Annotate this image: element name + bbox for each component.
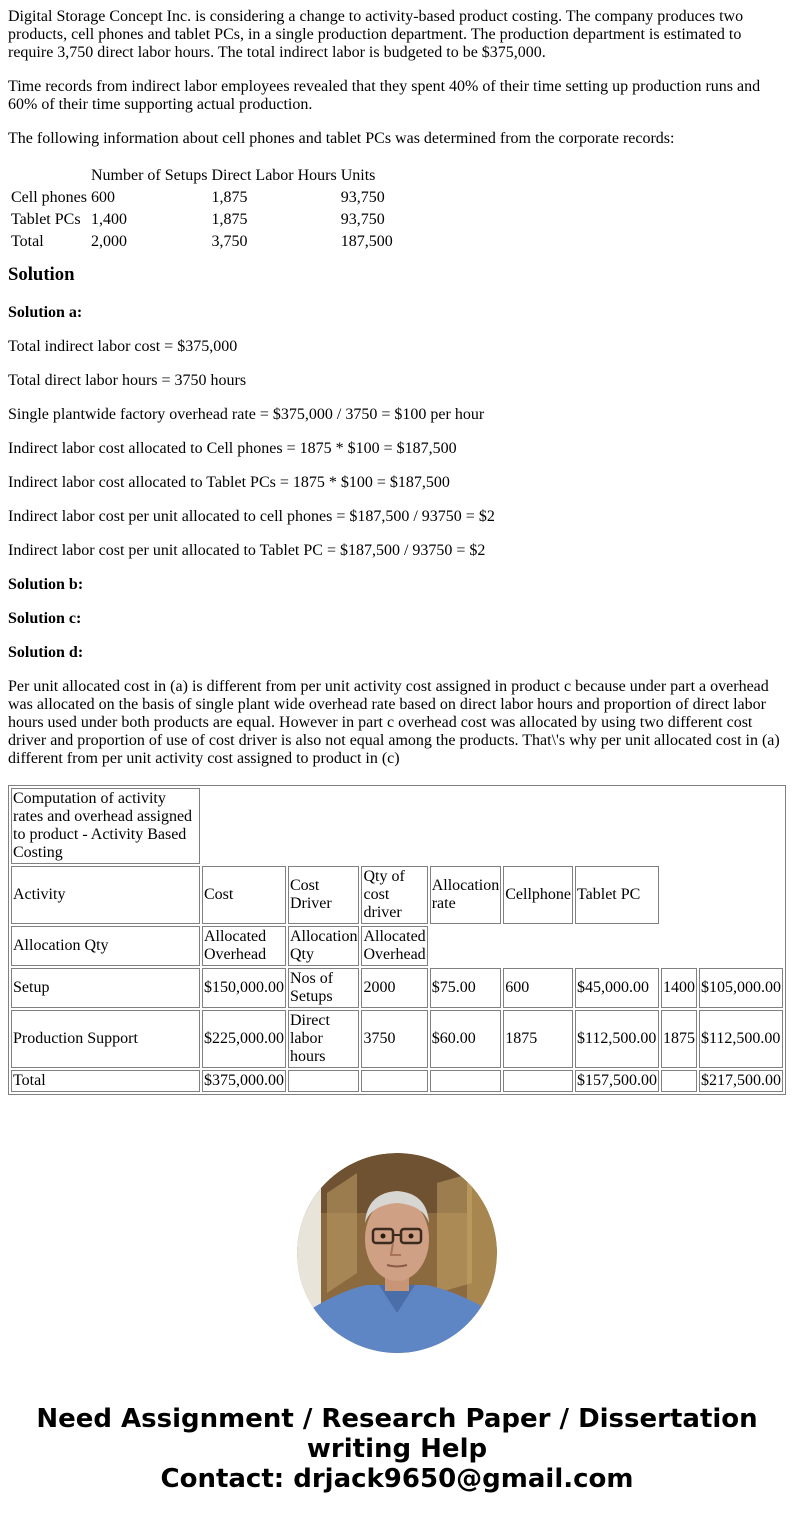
records-intro-paragraph: The following information about cell phones and tablet PCs was determined from the corporate records: — [8, 130, 675, 147]
table-cell: Allocation rate — [430, 866, 502, 924]
portrait-image — [297, 1153, 497, 1353]
table-cell — [202, 788, 783, 864]
table-cell: Activity — [11, 866, 200, 924]
table-cell: $225,000.00 — [202, 1010, 286, 1068]
table-cell — [430, 926, 783, 966]
table-cell — [503, 1070, 573, 1092]
table-header-row — [11, 926, 783, 966]
table-row — [10, 210, 394, 230]
table-cell: $60.00 — [430, 1010, 502, 1068]
table-total-row — [11, 1070, 783, 1092]
table-cell: 600 — [91, 189, 115, 206]
table-cell: Cell phones — [11, 189, 87, 206]
table-cell: 1,875 — [211, 211, 248, 228]
table-cell: $150,000.00 — [202, 968, 286, 1008]
table-cell: 3750 — [361, 1010, 427, 1068]
solution-a-line: Indirect labor cost allocated to Cell phones = 1875 * $100 = $187,500 — [8, 440, 457, 457]
footer-banner — [0, 1404, 794, 1494]
table-cell: 2,000 — [91, 233, 127, 250]
table-cell: 1,875 — [211, 189, 248, 206]
solution-a-label: Solution a: — [8, 304, 83, 321]
table-cell: 600 — [503, 968, 573, 1008]
table-cell: Allocated Overhead — [202, 926, 286, 966]
table-cell — [361, 1070, 427, 1092]
table-cell: Number of Setups — [91, 167, 208, 184]
table-cell: 1400 — [661, 968, 697, 1008]
intro-paragraph: Digital Storage Concept Inc. is considering a change to activity-based product costing. The company produces two products, cell phones and tablet PCs, in a single production department. The production department is estimated to require 3,750 direct labor hours. The total indirect labor is budgeted to be $375,000. — [8, 8, 744, 61]
solution-a-line: Indirect labor cost allocated to Tablet PCs = 1875 * $100 = $187,500 — [8, 474, 450, 491]
table-cell: Direct labor hours — [288, 1010, 360, 1068]
table-cell — [661, 866, 783, 924]
table-row — [10, 188, 394, 208]
solution-d-paragraph: Per unit allocated cost in (a) is different from per unit activity cost assigned in product c because under part a overhead was allocated on the basis of single plant wide overhead rate based on direct labor hours and proportion of direct labor hours used under both products are equal. However in part c overhead cost was allocated by using two different cost driver and proportion of use of cost driver is also not equal among the products. That\'s why per unit allocated cost in (a) different from per unit activity cost assigned to product in (c) — [8, 678, 780, 767]
table-title-row — [11, 788, 783, 864]
solution-a-line: Single plantwide factory overhead rate = $375,000 / 3750 = $100 per hour — [8, 406, 485, 423]
table-cell: $375,000.00 — [202, 1070, 286, 1092]
table-cell: Cost — [202, 866, 286, 924]
table-cell: $217,500.00 — [699, 1070, 783, 1092]
time-records-paragraph: Time records from indirect labor employees revealed that they spent 40% of their time setting up production runs and 60% of their time supporting actual production. — [8, 78, 761, 113]
table-cell — [10, 166, 88, 186]
table-row — [10, 232, 394, 252]
table-cell: Direct Labor Hours — [211, 167, 337, 184]
table-cell: Total — [11, 233, 44, 250]
solution-b-label: Solution b: — [8, 576, 84, 593]
table-cell: 1875 — [661, 1010, 697, 1068]
table-cell: Tablet PC — [575, 866, 659, 924]
table-cell: Setup — [11, 968, 200, 1008]
table-cell — [288, 1070, 360, 1092]
table-cell: $112,500.00 — [699, 1010, 783, 1068]
solution-d-label: Solution d: — [8, 644, 84, 661]
solution-heading: Solution — [8, 264, 75, 285]
table-cell: Cellphone — [503, 866, 573, 924]
table-cell: 93,750 — [340, 211, 385, 228]
solution-c-label: Solution c: — [8, 610, 82, 627]
table-cell: Cost Driver — [288, 866, 360, 924]
table-cell: Nos of Setups — [288, 968, 360, 1008]
footer-line: Need Assignment / Research Paper / Dissertation — [36, 1404, 758, 1434]
table-cell: Production Support — [11, 1010, 200, 1068]
table-cell: Units — [340, 167, 376, 184]
table-cell: $105,000.00 — [699, 968, 783, 1008]
table-cell: Tablet PCs — [11, 211, 81, 228]
table-cell: Allocation Qty — [288, 926, 360, 966]
footer-line: writing Help — [306, 1434, 488, 1464]
avatar — [297, 1153, 497, 1353]
table-cell: $45,000.00 — [575, 968, 659, 1008]
solution-a-line: Indirect labor cost per unit allocated to Tablet PC = $187,500 / 93750 = $2 — [8, 542, 486, 559]
table-cell: $75.00 — [430, 968, 502, 1008]
table-cell — [430, 1070, 502, 1092]
product-info-table — [8, 164, 396, 254]
table-header-row — [10, 166, 394, 186]
table-cell: Qty of cost driver — [361, 866, 427, 924]
table-cell: $112,500.00 — [575, 1010, 659, 1068]
solution-a-line: Indirect labor cost per unit allocated to cell phones = $187,500 / 93750 = $2 — [8, 508, 495, 525]
table-cell: 187,500 — [340, 233, 393, 250]
solution-a-line: Total indirect labor cost = $375,000 — [8, 338, 238, 355]
table-cell: 1,400 — [91, 211, 127, 228]
table-row — [11, 968, 783, 1008]
table-row — [11, 1010, 783, 1068]
table-cell: Allocated Overhead — [361, 926, 427, 966]
table-title-cell: Computation of activity rates and overhead assigned to product - Activity Based Costing — [11, 788, 200, 864]
table-cell: 93,750 — [340, 189, 385, 206]
table-cell: 1875 — [503, 1010, 573, 1068]
activity-based-costing-table — [8, 785, 786, 1095]
footer-contact: Contact: drjack9650@gmail.com — [160, 1464, 634, 1494]
table-cell: $157,500.00 — [575, 1070, 659, 1092]
table-cell: Total — [11, 1070, 200, 1092]
table-cell — [661, 1070, 697, 1092]
table-header-row — [11, 866, 783, 924]
table-cell: 2000 — [361, 968, 427, 1008]
table-cell: Allocation Qty — [11, 926, 200, 966]
table-cell: 3,750 — [211, 233, 248, 250]
solution-a-line: Total direct labor hours = 3750 hours — [8, 372, 247, 389]
